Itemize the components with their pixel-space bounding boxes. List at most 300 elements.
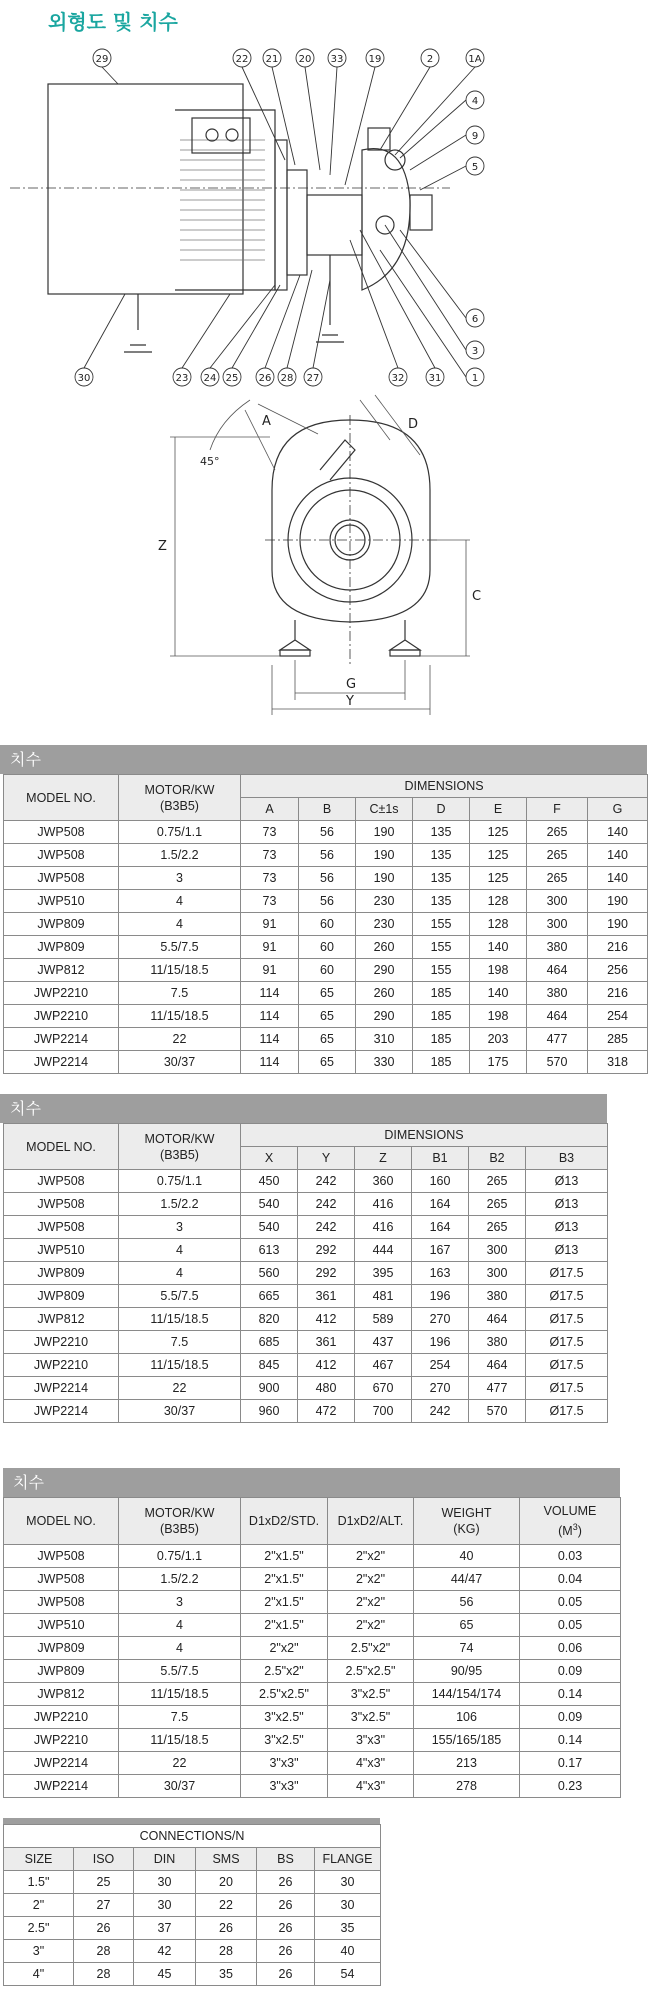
column-header: D	[413, 798, 470, 821]
table-cell: 91	[241, 936, 299, 959]
table-cell: 28	[74, 1940, 134, 1963]
table-cell: 106	[414, 1706, 520, 1729]
table-cell: 464	[469, 1308, 526, 1331]
table-cell: 65	[299, 1005, 356, 1028]
svg-text:27: 27	[306, 373, 320, 384]
table-cell: 450	[241, 1170, 298, 1193]
table-cell: 464	[469, 1354, 526, 1377]
table-cell: 216	[588, 936, 648, 959]
table-cell: 128	[470, 890, 527, 913]
table-cell: 26	[196, 1917, 257, 1940]
svg-text:4: 4	[471, 96, 479, 107]
svg-text:22: 22	[235, 54, 249, 65]
table-cell: 278	[414, 1775, 520, 1798]
column-header: X	[241, 1147, 298, 1170]
table-cell: 4"	[4, 1963, 74, 1986]
table-cell: JWP508	[4, 867, 119, 890]
table-cell: 190	[356, 821, 413, 844]
table-row	[4, 1963, 381, 1986]
header-d1xd2-std: D1xD2/STD.	[241, 1498, 328, 1545]
svg-text:1: 1	[471, 373, 479, 384]
svg-text:6: 6	[471, 314, 479, 325]
table-cell: Ø17.5	[526, 1285, 608, 1308]
table-row	[4, 1239, 608, 1262]
table-cell: 135	[413, 821, 470, 844]
table-cell: 4"x3"	[328, 1775, 414, 1798]
table-cell: 160	[412, 1170, 469, 1193]
table-cell: 164	[412, 1193, 469, 1216]
table-cell: JWP2210	[4, 982, 119, 1005]
table-cell: 190	[356, 867, 413, 890]
table-cell: 3"x2.5"	[241, 1729, 328, 1752]
table-cell: 0.03	[520, 1545, 621, 1568]
table-cell: 230	[356, 913, 413, 936]
dim-label-c: C	[472, 589, 482, 604]
column-header: G	[588, 798, 648, 821]
table-row	[4, 1568, 621, 1591]
table-cell: 2.5"x2"	[328, 1637, 414, 1660]
table-cell: 265	[469, 1216, 526, 1239]
table-cell: 30/37	[119, 1400, 241, 1423]
table-cell: JWP508	[4, 1545, 119, 1568]
table-cell: JWP2214	[4, 1028, 119, 1051]
table-cell: 300	[469, 1239, 526, 1262]
table-cell: 163	[412, 1262, 469, 1285]
table-row	[4, 1752, 621, 1775]
table-cell: 185	[413, 1051, 470, 1074]
table-cell: 91	[241, 913, 299, 936]
table-cell: 190	[588, 890, 648, 913]
header-model: MODEL NO.	[4, 775, 119, 821]
table-cell: 198	[470, 1005, 527, 1028]
table-cell: 114	[241, 1005, 299, 1028]
svg-text:28: 28	[280, 373, 294, 384]
svg-text:31: 31	[428, 373, 442, 384]
table-cell: JWP2210	[4, 1706, 119, 1729]
table-cell: 360	[355, 1170, 412, 1193]
table-cell: 56	[414, 1591, 520, 1614]
table-cell: 25	[74, 1871, 134, 1894]
table-cell: 3"x3"	[241, 1752, 328, 1775]
table-cell: 2"x1.5"	[241, 1591, 328, 1614]
table-cell: 3"x2.5"	[241, 1706, 328, 1729]
table-cell: 242	[298, 1216, 355, 1239]
table-cell: 11/15/18.5	[119, 1308, 241, 1331]
table-cell: 26	[74, 1917, 134, 1940]
table-row	[4, 1005, 648, 1028]
table-cell: 0.06	[520, 1637, 621, 1660]
table-cell: 292	[298, 1239, 355, 1262]
table-row	[4, 844, 648, 867]
table-cell: 560	[241, 1262, 298, 1285]
table-cell: 361	[298, 1285, 355, 1308]
table-cell: 185	[413, 982, 470, 1005]
svg-text:32: 32	[391, 373, 405, 384]
weight-volume-table	[3, 1497, 621, 1798]
column-header: ISO	[74, 1848, 134, 1871]
table-cell: 65	[299, 1028, 356, 1051]
table-cell: 5.5/7.5	[119, 1660, 241, 1683]
table-cell: 35	[315, 1917, 381, 1940]
table-cell: JWP508	[4, 1216, 119, 1239]
table-cell: 30	[134, 1871, 196, 1894]
table-cell: 0.75/1.1	[119, 1545, 241, 1568]
table-cell: 22	[196, 1894, 257, 1917]
table-cell: 0.75/1.1	[119, 821, 241, 844]
table-cell: JWP809	[4, 913, 119, 936]
table-cell: 26	[257, 1963, 315, 1986]
table-cell: Ø13	[526, 1193, 608, 1216]
table-cell: 845	[241, 1354, 298, 1377]
table-cell: JWP508	[4, 1193, 119, 1216]
table-cell: 60	[299, 913, 356, 936]
column-header: Z	[355, 1147, 412, 1170]
table-cell: 4	[119, 1262, 241, 1285]
table-cell: 290	[356, 959, 413, 982]
dim-label-y: Y	[346, 694, 354, 709]
table-row	[4, 1051, 648, 1074]
table-cell: 254	[412, 1354, 469, 1377]
column-header: C±1s	[356, 798, 413, 821]
table-cell: 2.5"x2.5"	[328, 1660, 414, 1683]
table-cell: 155	[413, 913, 470, 936]
table-cell: 196	[412, 1285, 469, 1308]
column-header: B	[299, 798, 356, 821]
svg-text:3: 3	[471, 346, 479, 357]
table-cell: 300	[527, 890, 588, 913]
table-row	[4, 936, 648, 959]
table-cell: 135	[413, 844, 470, 867]
table-row	[4, 1331, 608, 1354]
section-bar-dimensions-1: 치수	[0, 745, 647, 774]
table-cell: 1.5"	[4, 1871, 74, 1894]
table-cell: 820	[241, 1308, 298, 1331]
header-connections: CONNECTIONS/N	[4, 1825, 381, 1848]
table-cell: 2"x2"	[241, 1637, 328, 1660]
table-row	[4, 1894, 381, 1917]
table-cell: 1.5/2.2	[119, 1568, 241, 1591]
table-cell: 4	[119, 1614, 241, 1637]
table-cell: 65	[299, 1051, 356, 1074]
table-cell: 480	[298, 1377, 355, 1400]
table-cell: 570	[527, 1051, 588, 1074]
table-cell: 3"x2.5"	[328, 1683, 414, 1706]
table-cell: 27	[74, 1894, 134, 1917]
table-cell: 140	[470, 982, 527, 1005]
table-cell: 3	[119, 1591, 241, 1614]
table-row	[4, 1729, 621, 1752]
table-row	[4, 913, 648, 936]
column-header: SMS	[196, 1848, 257, 1871]
table-cell: 26	[257, 1894, 315, 1917]
table-cell: 5.5/7.5	[119, 936, 241, 959]
svg-text:9: 9	[471, 131, 479, 142]
table-cell: 22	[119, 1752, 241, 1775]
header-motor: MOTOR/KW (B3B5)	[119, 1498, 241, 1545]
table-cell: 0.04	[520, 1568, 621, 1591]
pump-outline-drawing	[0, 0, 670, 730]
table-cell: 125	[470, 867, 527, 890]
table-cell: 175	[470, 1051, 527, 1074]
column-header: B2	[469, 1147, 526, 1170]
table-cell: Ø17.5	[526, 1400, 608, 1423]
table-cell: 65	[299, 982, 356, 1005]
table-cell: 589	[355, 1308, 412, 1331]
table-cell: 73	[241, 821, 299, 844]
table-row	[4, 821, 648, 844]
table-cell: 4	[119, 913, 241, 936]
section-bar-dimensions-2: 치수	[0, 1094, 607, 1123]
section-bar-dimensions-3: 치수	[3, 1468, 620, 1497]
table-cell: 361	[298, 1331, 355, 1354]
svg-text:30: 30	[77, 373, 91, 384]
svg-text:1A: 1A	[468, 54, 482, 65]
table-cell: 213	[414, 1752, 520, 1775]
table-cell: 90/95	[414, 1660, 520, 1683]
page-title: 외형도 및 치수	[48, 10, 178, 34]
table-cell: 472	[298, 1400, 355, 1423]
table-cell: 73	[241, 890, 299, 913]
table-row	[4, 1706, 621, 1729]
table-cell: Ø17.5	[526, 1262, 608, 1285]
table-cell: 0.09	[520, 1706, 621, 1729]
table-cell: 412	[298, 1308, 355, 1331]
table-cell: 0.05	[520, 1614, 621, 1637]
table-cell: 7.5	[119, 982, 241, 1005]
dim-label-a: A	[262, 414, 271, 429]
table-cell: 292	[298, 1262, 355, 1285]
table-cell: 26	[257, 1917, 315, 1940]
table-cell: 28	[196, 1940, 257, 1963]
table-cell: 198	[470, 959, 527, 982]
table-row	[4, 1660, 621, 1683]
table-cell: 0.23	[520, 1775, 621, 1798]
table-row	[4, 1940, 381, 1963]
table-cell: 2"	[4, 1894, 74, 1917]
table-cell: 1.5/2.2	[119, 1193, 241, 1216]
dimensions-table-2	[3, 1123, 608, 1423]
dimensions-table-1	[3, 774, 648, 1074]
table-cell: 91	[241, 959, 299, 982]
table-cell: 56	[299, 867, 356, 890]
table-cell: 26	[257, 1940, 315, 1963]
header-volume: VOLUME $(M^3)$	[520, 1498, 621, 1545]
table-cell: 265	[527, 844, 588, 867]
table-cell: JWP2210	[4, 1729, 119, 1752]
table-cell: 155	[413, 936, 470, 959]
svg-text:24: 24	[203, 373, 217, 384]
table-cell: 464	[527, 959, 588, 982]
table-cell: JWP809	[4, 1285, 119, 1308]
svg-text:20: 20	[298, 54, 312, 65]
table-cell: 140	[470, 936, 527, 959]
table-cell: 73	[241, 844, 299, 867]
table-cell: 380	[527, 982, 588, 1005]
table-cell: 395	[355, 1262, 412, 1285]
column-header: Y	[298, 1147, 355, 1170]
table-cell: 700	[355, 1400, 412, 1423]
svg-text:25: 25	[225, 373, 239, 384]
table-cell: 0.17	[520, 1752, 621, 1775]
table-cell: 203	[470, 1028, 527, 1051]
table-cell: 155	[413, 959, 470, 982]
column-header: BS	[257, 1848, 315, 1871]
table-cell: 28	[74, 1963, 134, 1986]
table-cell: 2"x2"	[328, 1545, 414, 1568]
table-cell: 11/15/18.5	[119, 1729, 241, 1752]
table-cell: 540	[241, 1216, 298, 1239]
table-cell: JWP2210	[4, 1331, 119, 1354]
dim-label-z: Z	[158, 539, 167, 554]
table-cell: 4"x3"	[328, 1752, 414, 1775]
table-cell: 437	[355, 1331, 412, 1354]
table-cell: 2"x1.5"	[241, 1614, 328, 1637]
table-cell: 11/15/18.5	[119, 959, 241, 982]
dim-label-angle: 45°	[200, 455, 220, 468]
table-cell: Ø13	[526, 1170, 608, 1193]
table-cell: 444	[355, 1239, 412, 1262]
table-row	[4, 867, 648, 890]
table-cell: 2.5"x2.5"	[241, 1683, 328, 1706]
table-cell: 260	[356, 936, 413, 959]
table-cell: 185	[413, 1005, 470, 1028]
header-model: MODEL NO.	[4, 1124, 119, 1170]
table-cell: 270	[412, 1308, 469, 1331]
table-cell: 40	[315, 1940, 381, 1963]
table-cell: 477	[469, 1377, 526, 1400]
table-cell: 3	[119, 1216, 241, 1239]
table-cell: 144/154/174	[414, 1683, 520, 1706]
table-cell: 0.14	[520, 1683, 621, 1706]
table-cell: 30	[134, 1894, 196, 1917]
table-cell: 140	[588, 821, 648, 844]
table-cell: 11/15/18.5	[119, 1354, 241, 1377]
table-cell: JWP2214	[4, 1775, 119, 1798]
table-cell: JWP809	[4, 936, 119, 959]
svg-text:23: 23	[175, 373, 189, 384]
table-cell: JWP508	[4, 1568, 119, 1591]
table-cell: 114	[241, 1051, 299, 1074]
table-cell: 412	[298, 1354, 355, 1377]
table-row	[4, 1170, 608, 1193]
table-cell: 570	[469, 1400, 526, 1423]
table-cell: 300	[527, 913, 588, 936]
table-row	[4, 1028, 648, 1051]
column-header: A	[241, 798, 299, 821]
table-cell: 185	[413, 1028, 470, 1051]
header-model: MODEL NO.	[4, 1498, 119, 1545]
table-row	[4, 1871, 381, 1894]
table-cell: 30/37	[119, 1775, 241, 1798]
table-cell: JWP510	[4, 1239, 119, 1262]
table-cell: 135	[413, 867, 470, 890]
table-row	[4, 1193, 608, 1216]
table-cell: 540	[241, 1193, 298, 1216]
table-cell: 2"x1.5"	[241, 1568, 328, 1591]
table-cell: 44/47	[414, 1568, 520, 1591]
table-cell: 2"x2"	[328, 1568, 414, 1591]
table-cell: 464	[527, 1005, 588, 1028]
table-cell: 0.05	[520, 1591, 621, 1614]
table-cell: 256	[588, 959, 648, 982]
table-cell: 960	[241, 1400, 298, 1423]
table-row	[4, 1216, 608, 1239]
table-cell: Ø17.5	[526, 1308, 608, 1331]
column-header: B1	[412, 1147, 469, 1170]
table-cell: 74	[414, 1637, 520, 1660]
svg-text:2: 2	[426, 54, 434, 65]
table-row	[4, 1308, 608, 1331]
table-cell: 260	[356, 982, 413, 1005]
table-cell: 467	[355, 1354, 412, 1377]
table-cell: Ø17.5	[526, 1331, 608, 1354]
table-cell: 30	[315, 1894, 381, 1917]
table-cell: 265	[527, 821, 588, 844]
table-row	[4, 1775, 621, 1798]
table-row	[4, 1917, 381, 1940]
table-cell: JWP2214	[4, 1051, 119, 1074]
table-cell: Ø17.5	[526, 1354, 608, 1377]
table-cell: 114	[241, 982, 299, 1005]
table-cell: 330	[356, 1051, 413, 1074]
header-motor: MOTOR/KW (B3B5)	[119, 775, 241, 821]
table-cell: JWP508	[4, 1591, 119, 1614]
table-cell: 477	[527, 1028, 588, 1051]
table-cell: 230	[356, 890, 413, 913]
header-weight: WEIGHT (KG)	[414, 1498, 520, 1545]
table-cell: 37	[134, 1917, 196, 1940]
table-cell: 7.5	[119, 1331, 241, 1354]
table-cell: 265	[469, 1193, 526, 1216]
header-dimensions: DIMENSIONS	[241, 775, 648, 798]
table-cell: 3"x3"	[241, 1775, 328, 1798]
table-row	[4, 1683, 621, 1706]
table-cell: JWP2214	[4, 1377, 119, 1400]
table-cell: 42	[134, 1940, 196, 1963]
table-row	[4, 1400, 608, 1423]
table-cell: 128	[470, 913, 527, 936]
table-cell: 3"x3"	[328, 1729, 414, 1752]
table-cell: JWP508	[4, 1170, 119, 1193]
svg-text:33: 33	[330, 54, 344, 65]
column-header: E	[470, 798, 527, 821]
table-cell: 665	[241, 1285, 298, 1308]
table-cell: JWP2214	[4, 1752, 119, 1775]
table-row	[4, 1377, 608, 1400]
column-header: B3	[526, 1147, 608, 1170]
table-cell: JWP812	[4, 959, 119, 982]
table-cell: 900	[241, 1377, 298, 1400]
table-row	[4, 1591, 621, 1614]
table-row	[4, 1614, 621, 1637]
table-row	[4, 959, 648, 982]
table-cell: 22	[119, 1028, 241, 1051]
table-row	[4, 1354, 608, 1377]
table-cell: 242	[298, 1170, 355, 1193]
table-cell: 22	[119, 1377, 241, 1400]
table-cell: 254	[588, 1005, 648, 1028]
table-cell: 613	[241, 1239, 298, 1262]
table-cell: JWP508	[4, 821, 119, 844]
table-cell: 140	[588, 844, 648, 867]
table-cell: 265	[527, 867, 588, 890]
table-cell: 2"x1.5"	[241, 1545, 328, 1568]
table-cell: 2"x2"	[328, 1614, 414, 1637]
table-cell: 310	[356, 1028, 413, 1051]
table-cell: 190	[356, 844, 413, 867]
svg-text:26: 26	[258, 373, 272, 384]
table-row	[4, 1285, 608, 1308]
